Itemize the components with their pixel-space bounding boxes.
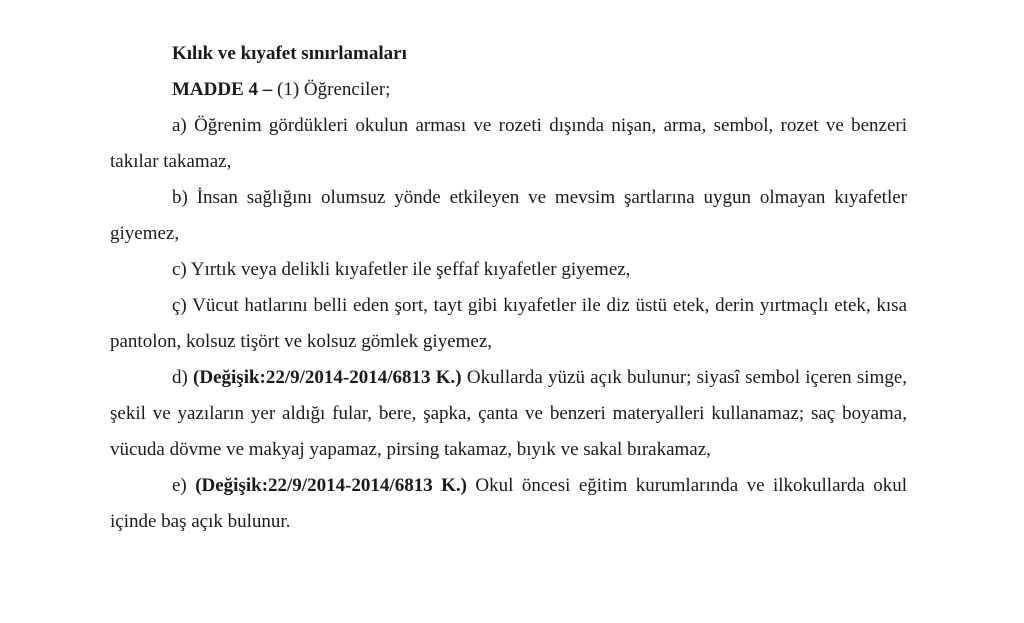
clause-e-text: Okul öncesi eğitim kurumlarında ve ilkokullarda okul içinde baş açık bulunur.: [110, 475, 907, 532]
article-intro-text: (1) Öğrenciler;: [272, 79, 391, 100]
article-label: MADDE 4 –: [172, 79, 273, 100]
clause-d-text: Okullarda yüzü açık bulunur; siyasî sembol içeren simge, şekil ve yazıların yer aldığı fular, bere, şapka, çanta ve benzeri materyalleri kullanamaz; saç boyama, vücuda dövme ve makyaj yapamaz, pirsing takamaz, bıyık ve sakal bırakamaz,: [110, 367, 908, 460]
clause-d-prefix: d): [172, 367, 194, 388]
section-heading: Kılık ve kıyafet sınırlamaları: [172, 43, 407, 64]
clause-d-amendment: (Değişik:22/9/2014-2014/6813 K.): [193, 367, 462, 388]
clause-c: c) Yırtık veya delikli kıyafetler ile şeffaf kıyafetler giyemez,: [172, 259, 631, 280]
document-body: [110, 36, 907, 540]
clause-cedilla: ç) Vücut hatlarını belli eden şort, tayt gibi kıyafetler ile diz üstü etek, derin yırtmaçlı etek, kısa pantolon, kolsuz tişört ve kolsuz gömlek giyemez,: [110, 295, 907, 352]
clause-d: [110, 360, 907, 468]
clause-a: a) Öğrenim gördükleri okulun arması ve rozeti dışında nişan, arma, sembol, rozet ve benzeri takılar takamaz,: [110, 115, 907, 172]
clause-e-prefix: e): [172, 475, 196, 496]
clause-e: [110, 468, 907, 540]
clause-e-amendment: (Değişik:22/9/2014-2014/6813 K.): [195, 475, 467, 496]
clause-b: b) İnsan sağlığını olumsuz yönde etkileyen ve mevsim şartlarına uygun olmayan kıyafetler giyemez,: [110, 187, 907, 244]
article-intro: [110, 72, 907, 108]
